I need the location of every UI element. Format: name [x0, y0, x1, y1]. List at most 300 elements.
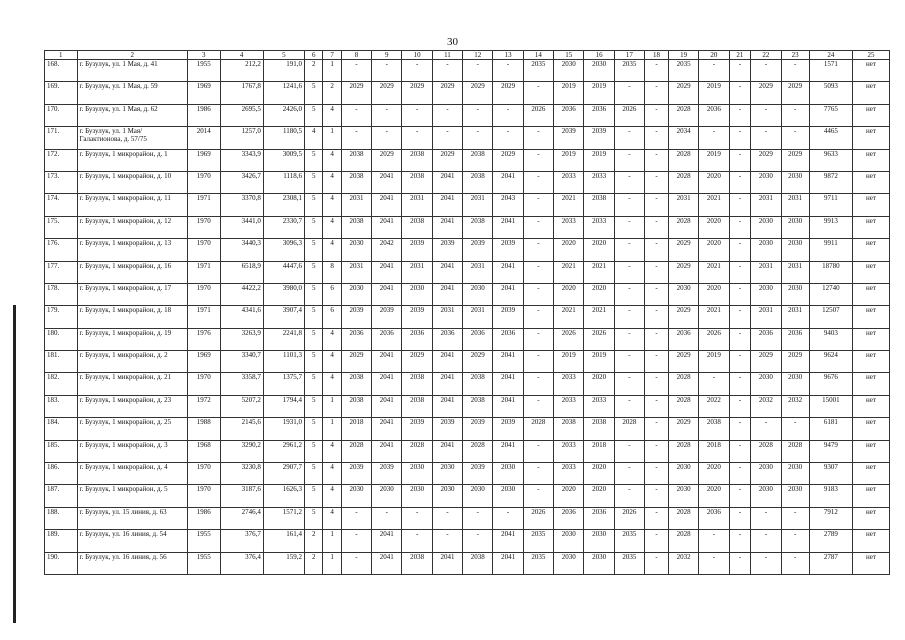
table-cell: 1970	[188, 463, 221, 485]
table-cell: -	[645, 82, 669, 104]
table-cell: -	[523, 216, 553, 238]
table-cell: 4	[323, 171, 341, 193]
table-cell: -	[645, 261, 669, 283]
column-header-10: 10	[402, 51, 432, 60]
table-cell: 2019	[554, 82, 584, 104]
table-cell: 9913	[809, 216, 852, 238]
table-cell: 6	[323, 283, 341, 305]
row-index-cell: 169.	[45, 82, 78, 104]
table-cell: 3230,8	[220, 463, 263, 485]
table-cell: 4	[323, 507, 341, 529]
table-cell: 3340,7	[220, 351, 263, 373]
table-cell: 2035	[523, 60, 553, 82]
table-cell: -	[645, 485, 669, 507]
table-cell: 2038	[554, 418, 584, 440]
column-header-24: 24	[809, 51, 852, 60]
table-cell: 2021	[699, 194, 729, 216]
table-cell: 2030	[402, 485, 432, 507]
address-cell: г. Бузулук, ул. 1 Мая, д. 41	[77, 60, 188, 82]
table-cell: нет	[853, 306, 890, 328]
table-cell: 1971	[188, 306, 221, 328]
column-header-5: 5	[263, 51, 304, 60]
table-cell: -	[729, 283, 751, 305]
table-cell: 2035	[523, 552, 553, 574]
row-index-cell: 170.	[45, 104, 78, 126]
table-cell: -	[645, 463, 669, 485]
table-cell: 2029	[781, 82, 809, 104]
table-cell: 2907,7	[263, 463, 304, 485]
table-cell: -	[523, 485, 553, 507]
table-cell: 2	[304, 552, 322, 574]
table-cell: -	[372, 104, 402, 126]
table-cell: 1794,4	[263, 395, 304, 417]
table-cell: 2030	[584, 552, 614, 574]
table-cell: -	[402, 530, 432, 552]
row-index-cell: 183.	[45, 395, 78, 417]
table-cell: -	[699, 530, 729, 552]
table-cell: 2041	[432, 283, 462, 305]
table-cell: 2031	[341, 194, 371, 216]
table-cell: 2036	[341, 328, 371, 350]
address-cell: г. Бузулук, ул. 1 Мая/ Галактионова, д. 57/75	[77, 127, 188, 149]
table-cell: 3290,2	[220, 440, 263, 462]
table-cell: 1571	[809, 60, 852, 82]
table-cell: -	[729, 306, 751, 328]
table-cell: 2036	[554, 104, 584, 126]
table-cell: 2036	[554, 507, 584, 529]
column-header-7: 7	[323, 51, 341, 60]
table-cell: 2030	[668, 485, 698, 507]
table-cell: 1931,0	[263, 418, 304, 440]
table-cell: -	[729, 373, 751, 395]
table-cell: 2030	[493, 485, 523, 507]
table-cell: 2033	[554, 463, 584, 485]
table-row	[45, 261, 890, 283]
table-cell: -	[645, 171, 669, 193]
table-cell: 2030	[554, 530, 584, 552]
table-cell: 2038	[341, 216, 371, 238]
table-cell: 2033	[584, 216, 614, 238]
table-cell: 1986	[188, 507, 221, 529]
table-cell: -	[463, 530, 493, 552]
table-cell: 2030	[751, 283, 781, 305]
table-row	[45, 530, 890, 552]
table-cell: 2021	[554, 194, 584, 216]
table-cell: -	[523, 171, 553, 193]
table-cell: 2030	[341, 485, 371, 507]
table-cell: -	[614, 306, 644, 328]
table-cell: 2028	[463, 440, 493, 462]
table-cell: -	[341, 104, 371, 126]
table-cell: 2036	[493, 328, 523, 350]
column-header-12: 12	[463, 51, 493, 60]
table-cell: 2038	[463, 552, 493, 574]
table-cell: 1970	[188, 216, 221, 238]
table-cell: 2029	[668, 418, 698, 440]
table-cell: 5	[304, 216, 322, 238]
table-cell: -	[729, 507, 751, 529]
table-row	[45, 149, 890, 171]
table-cell: 3907,4	[263, 306, 304, 328]
table-cell: 1970	[188, 171, 221, 193]
row-index-cell: 190.	[45, 552, 78, 574]
table-cell: 2029	[493, 82, 523, 104]
table-cell: 4	[323, 239, 341, 261]
table-cell: 2020	[584, 283, 614, 305]
table-cell: 5	[304, 149, 322, 171]
table-cell: 2030	[781, 283, 809, 305]
table-cell: -	[729, 395, 751, 417]
table-cell: 1970	[188, 239, 221, 261]
table-cell: 2020	[699, 463, 729, 485]
table-cell: -	[523, 395, 553, 417]
table-cell: 2035	[614, 530, 644, 552]
table-cell: 2038	[584, 194, 614, 216]
table-cell: -	[614, 216, 644, 238]
table-cell: 1972	[188, 395, 221, 417]
address-cell: г. Бузулук, 1 микрорайон, д. 13	[77, 239, 188, 261]
table-cell: 4	[323, 149, 341, 171]
table-cell: -	[645, 149, 669, 171]
column-header-22: 22	[751, 51, 781, 60]
table-cell: 2031	[463, 306, 493, 328]
column-header-9: 9	[372, 51, 402, 60]
table-cell: 5	[304, 194, 322, 216]
table-cell: 2036	[402, 328, 432, 350]
row-index-cell: 185.	[45, 440, 78, 462]
table-cell: 5	[304, 418, 322, 440]
table-cell: 2036	[699, 104, 729, 126]
table-cell: 2035	[614, 60, 644, 82]
table-cell: 5	[304, 485, 322, 507]
table-cell: 4	[323, 104, 341, 126]
table-cell: 1955	[188, 60, 221, 82]
table-cell: 2029	[341, 82, 371, 104]
table-cell: 1955	[188, 552, 221, 574]
table-cell: -	[523, 127, 553, 149]
table-cell: 2787	[809, 552, 852, 574]
table-cell: 5	[304, 239, 322, 261]
table-cell: -	[614, 440, 644, 462]
table-cell: -	[699, 60, 729, 82]
column-header-15: 15	[554, 51, 584, 60]
address-cell: г. Бузулук, 1 микрорайон, д. 3	[77, 440, 188, 462]
address-cell: г. Бузулук, ул. 16 линия, д. 56	[77, 552, 188, 574]
table-cell: 2	[323, 82, 341, 104]
table-cell: 2041	[372, 395, 402, 417]
table-cell: -	[781, 104, 809, 126]
table-cell: 1955	[188, 530, 221, 552]
table-cell: 2029	[402, 82, 432, 104]
table-row	[45, 216, 890, 238]
column-header-21: 21	[729, 51, 751, 60]
table-cell: 9676	[809, 373, 852, 395]
table-cell: 2039	[463, 239, 493, 261]
table-cell: 2029	[781, 149, 809, 171]
table-cell: 2039	[402, 239, 432, 261]
table-row	[45, 351, 890, 373]
table-cell: 2041	[372, 351, 402, 373]
table-cell: 6518,9	[220, 261, 263, 283]
table-cell: 4	[323, 351, 341, 373]
table-cell: 2028	[523, 418, 553, 440]
table-cell: 2041	[372, 283, 402, 305]
table-cell: 2039	[493, 418, 523, 440]
table-cell: 2029	[668, 261, 698, 283]
table-cell: -	[341, 60, 371, 82]
table-cell: 2020	[554, 239, 584, 261]
table-cell: -	[751, 127, 781, 149]
table-cell: 2695,5	[220, 104, 263, 126]
table-cell: 2021	[699, 261, 729, 283]
table-cell: 2026	[523, 507, 553, 529]
table-cell: 2029	[341, 351, 371, 373]
table-cell: нет	[853, 82, 890, 104]
table-cell: 1969	[188, 82, 221, 104]
table-cell: 2241,8	[263, 328, 304, 350]
table-cell: 2028	[668, 171, 698, 193]
table-cell: 2019	[699, 82, 729, 104]
table-cell: 1241,6	[263, 82, 304, 104]
table-cell: 2145,6	[220, 418, 263, 440]
page-number: 30	[447, 36, 458, 48]
table-cell: 2041	[372, 194, 402, 216]
row-index-cell: 174.	[45, 194, 78, 216]
table-cell: 2041	[493, 552, 523, 574]
table-cell: 8	[323, 261, 341, 283]
table-cell: 5	[304, 82, 322, 104]
address-cell: г. Бузулук, 1 микрорайон, д. 11	[77, 194, 188, 216]
table-cell: -	[493, 127, 523, 149]
table-cell: -	[729, 216, 751, 238]
table-cell: -	[751, 530, 781, 552]
table-cell: 2030	[751, 171, 781, 193]
table-cell: 1571,2	[263, 507, 304, 529]
table-cell: 2020	[584, 463, 614, 485]
row-index-cell: 181.	[45, 351, 78, 373]
row-index-cell: 175.	[45, 216, 78, 238]
table-cell: 2038	[341, 149, 371, 171]
table-cell: 2030	[554, 60, 584, 82]
table-cell: 2032	[751, 395, 781, 417]
column-header-16: 16	[584, 51, 614, 60]
row-index-cell: 177.	[45, 261, 78, 283]
table-cell: 212,2	[220, 60, 263, 82]
table-cell: 2039	[493, 306, 523, 328]
table-cell: 2028	[402, 440, 432, 462]
table-cell: 2041	[493, 395, 523, 417]
table-cell: -	[493, 507, 523, 529]
table-cell: 2020	[699, 485, 729, 507]
table-cell: -	[432, 60, 462, 82]
table-cell: 2026	[584, 328, 614, 350]
column-header-14: 14	[523, 51, 553, 60]
table-cell: -	[729, 60, 751, 82]
table-row	[45, 463, 890, 485]
table-cell: 2042	[372, 239, 402, 261]
address-cell: г. Бузулук, ул. 15 линия, д. 63	[77, 507, 188, 529]
table-cell: 3426,7	[220, 171, 263, 193]
table-cell: -	[645, 127, 669, 149]
table-cell: 2036	[372, 328, 402, 350]
table-cell: -	[729, 485, 751, 507]
address-cell: г. Бузулук, 1 микрорайон, д. 17	[77, 283, 188, 305]
table-cell: -	[523, 82, 553, 104]
table-cell: -	[645, 351, 669, 373]
column-header-1: 1	[45, 51, 78, 60]
table-cell: 2019	[554, 351, 584, 373]
table-cell: 2038	[463, 149, 493, 171]
table-cell: 1971	[188, 261, 221, 283]
table-cell: 2039	[402, 418, 432, 440]
table-cell: -	[751, 104, 781, 126]
column-header-13: 13	[493, 51, 523, 60]
table-cell: -	[614, 351, 644, 373]
table-cell: нет	[853, 485, 890, 507]
table-cell: 5	[304, 261, 322, 283]
table-row	[45, 552, 890, 574]
table-cell: -	[523, 261, 553, 283]
table-cell: 2028	[668, 149, 698, 171]
table-cell: -	[751, 418, 781, 440]
row-index-cell: 188.	[45, 507, 78, 529]
table-cell: нет	[853, 507, 890, 529]
table-cell: 2026	[614, 104, 644, 126]
table-cell: 2030	[493, 463, 523, 485]
table-cell: 2041	[432, 395, 462, 417]
table-cell: 2041	[432, 194, 462, 216]
table-cell: 4	[323, 194, 341, 216]
table-cell: 5	[304, 104, 322, 126]
table-cell: нет	[853, 418, 890, 440]
row-index-cell: 178.	[45, 283, 78, 305]
table-cell: 2041	[372, 418, 402, 440]
table-cell: 2041	[372, 171, 402, 193]
table-cell: -	[645, 239, 669, 261]
table-cell: 2019	[584, 351, 614, 373]
table-cell: 2041	[372, 530, 402, 552]
table-cell: 2026	[614, 507, 644, 529]
table-cell: 2030	[402, 463, 432, 485]
table-cell: 2014	[188, 127, 221, 149]
table-cell: 2019	[699, 351, 729, 373]
table-cell: 2020	[554, 283, 584, 305]
table-cell: 2033	[554, 171, 584, 193]
table-cell: 1976	[188, 328, 221, 350]
table-cell: 2036	[432, 328, 462, 350]
table-cell: 2038	[341, 373, 371, 395]
table-cell: 2038	[402, 552, 432, 574]
table-cell: 2031	[751, 306, 781, 328]
column-header-25: 25	[853, 51, 890, 60]
table-cell: 2020	[699, 239, 729, 261]
table-cell: 2036	[699, 507, 729, 529]
table-row	[45, 104, 890, 126]
table-cell: 2019	[554, 149, 584, 171]
table-cell: 2030	[668, 463, 698, 485]
table-cell: 5093	[809, 82, 852, 104]
table-cell: 9183	[809, 485, 852, 507]
table-row	[45, 283, 890, 305]
table-row	[45, 395, 890, 417]
table-row	[45, 194, 890, 216]
table-cell: 2020	[554, 485, 584, 507]
table-cell: 2020	[584, 239, 614, 261]
table-cell: 2029	[463, 351, 493, 373]
table-cell: 2028	[668, 507, 698, 529]
table-cell: 2021	[584, 261, 614, 283]
table-cell: 1	[323, 530, 341, 552]
table-cell: 2041	[493, 171, 523, 193]
table-cell: -	[523, 239, 553, 261]
table-cell: 2036	[584, 104, 614, 126]
table-row	[45, 485, 890, 507]
table-cell: 191,0	[263, 60, 304, 82]
table-cell: 1971	[188, 194, 221, 216]
table-cell: 2030	[668, 283, 698, 305]
table-cell: 5	[304, 440, 322, 462]
table-cell: 2041	[372, 216, 402, 238]
table-cell: 5	[304, 395, 322, 417]
table-cell: -	[463, 127, 493, 149]
table-cell: 2031	[341, 261, 371, 283]
table-row	[45, 507, 890, 529]
address-cell: г. Бузулук, ул. 1 Мая, д. 59	[77, 82, 188, 104]
table-cell: 2038	[463, 171, 493, 193]
table-cell: -	[781, 60, 809, 82]
table-cell: 2035	[668, 60, 698, 82]
table-cell: 4	[304, 127, 322, 149]
table-cell: 1180,5	[263, 127, 304, 149]
table-cell: -	[781, 418, 809, 440]
table-cell: 2029	[372, 82, 402, 104]
table-cell: нет	[853, 194, 890, 216]
table-cell: -	[432, 530, 462, 552]
table-cell: 2029	[668, 82, 698, 104]
table-cell: 2038	[463, 216, 493, 238]
table-cell: нет	[853, 373, 890, 395]
table-cell: 2038	[341, 395, 371, 417]
table-cell: -	[341, 552, 371, 574]
table-cell: 2019	[584, 82, 614, 104]
table-cell: -	[614, 485, 644, 507]
table-cell: 4	[323, 328, 341, 350]
table-cell: 1988	[188, 418, 221, 440]
address-cell: г. Бузулук, 1 микрорайон, д. 2	[77, 351, 188, 373]
column-header-19: 19	[668, 51, 698, 60]
table-cell: 2021	[584, 306, 614, 328]
table-cell: 2029	[432, 82, 462, 104]
table-cell: 5	[304, 507, 322, 529]
table-cell: 5207,2	[220, 395, 263, 417]
table-cell: 2018	[699, 440, 729, 462]
table-cell: 2029	[751, 149, 781, 171]
table-cell: -	[523, 328, 553, 350]
table-cell: -	[751, 552, 781, 574]
table-cell: 2028	[668, 104, 698, 126]
table-cell: 2038	[402, 395, 432, 417]
table-cell: 2039	[402, 306, 432, 328]
table-cell: 2021	[554, 261, 584, 283]
table-cell: 2033	[554, 440, 584, 462]
table-cell: 2030	[781, 463, 809, 485]
address-cell: г. Бузулук, 1 микрорайон, д. 19	[77, 328, 188, 350]
column-header-8: 8	[341, 51, 371, 60]
table-cell: 2038	[463, 395, 493, 417]
table-cell: 161,4	[263, 530, 304, 552]
table-cell: 1767,8	[220, 82, 263, 104]
table-cell: 2039	[432, 418, 462, 440]
